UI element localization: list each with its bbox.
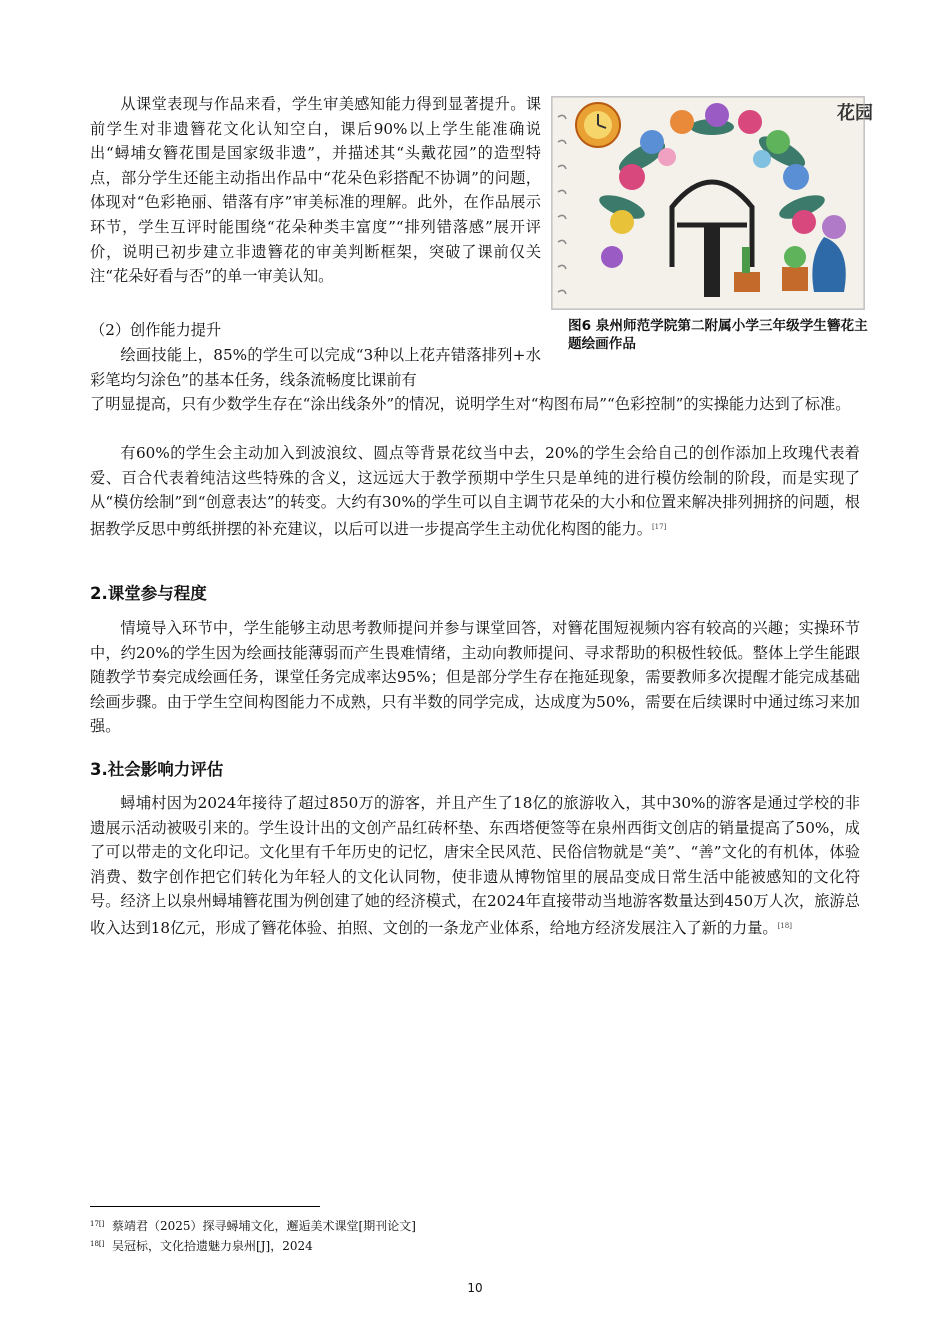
footnote-17 (90, 1216, 416, 1234)
paragraph-text: 蟳埔村因为2024年接待了超过850万的游客，并且产生了18亿的旅游收入，其中30%的游客是通过学校的非遗展示活动被吸引来的。学生设计出的文创产品红砖杯垫、东西塔便签等在泉州西街文创店的销量提高了50%，成了可以带走的文化印记。文化里有千年历史的记忆，唐宋全民风范、民俗信物就是“美”、“善”文化的有机体，体验消费、数字创作把它们转化为年轻人的文化认同物，使非遗从博物馆里的展品变成日常生活中能被感知的文化符号。经济上以泉州蟳埔簪花围为例创建了她的经济模式，在2024年直接带动当地游客数量达到450万人次，旅游总收入达到18亿元，形成了簪花体验、拍照、文创的一条龙产业体系，给地方经济发展注入了新的力量。 (90, 794, 860, 937)
paragraph-creative-expression (90, 441, 860, 541)
footnote-divider (90, 1206, 320, 1207)
flower-drawing-illustration (552, 97, 873, 309)
paragraph-drawing-skill-part2: 了明显提高，只有少数学生存在“涂出线条外”的情况，说明学生对“构图布局”“色彩控制”的实操能力达到了标准。 (90, 395, 851, 413)
paragraph-social-impact (90, 791, 860, 941)
footnote-17-mark: 17[] (90, 1220, 105, 1228)
citation-18: [18] (777, 921, 792, 930)
paragraph-classroom-participation: 情境导入环节中，学生能够主动思考教师提问并参与课堂回答，对簪花围短视频内容有较高的兴趣；实操环节中，约20%的学生因为绘画技能薄弱而产生畏难情绪，主动向教师提问、寻求帮助的积极性较低。整体上学生能跟随教学节奏完成绘画任务，课堂任务完成率达95%；但是部分学生存在拖延现象，需要教师多次提醒才能完成基础绘画步骤。由于学生空间构图能力不成熟，只有半数的同学完成，达成度为50%，需要在后续课时中通过练习来加强。 (90, 619, 860, 736)
paragraph-aesthetic-perception: 从课堂表现与作品来看，学生审美感知能力得到显著提升。课前学生对非遗簪花文化认知空白，课后90%以上学生能准确说出“蟳埔女簪花围是国家级非遗”，并描述其“头戴花园”的造型特点，部分学生还能主动指出作品中“花朵色彩搭配不协调”的问题，体现对“色彩艳丽、错落有序”审美标准的理解。此外，在作品展示环节，学生互评时能围绕“花朵种类丰富度”“排列错落感”展开评价，说明已初步建立非遗簪花的审美判断框架，突破了课前仅关注“花朵好看与否”的单一审美认知。 (90, 95, 541, 286)
drawing-title-text: 花园 (837, 103, 873, 124)
footnote-18-text: 吴冠标，文化拾遗魅力泉州[J]，2024 (112, 1239, 313, 1253)
footnote-17-text: 蔡靖君（2025）探寻蟳埔文化，邂逅美术课堂[期刊论文] (112, 1219, 416, 1233)
page-number: 10 (467, 1281, 483, 1295)
footnote-18 (90, 1236, 313, 1254)
paragraph-drawing-skill-part1: 绘画技能上，85%的学生可以完成“3种以上花卉错落排列+水彩笔均匀涂色”的基本任务，线条流畅度比课前有 (90, 346, 541, 389)
section-heading-classroom-participation: 2.课堂参与程度 (90, 584, 207, 603)
footnote-18-mark: 18[] (90, 1240, 105, 1248)
section-heading-social-impact: 3.社会影响力评估 (90, 760, 224, 779)
figure-caption: 图6 泉州师范学院第二附属小学三年级学生簪花主题绘画作品 (568, 318, 868, 352)
citation-17: [17] (651, 522, 667, 531)
student-drawing-figure (551, 96, 873, 310)
paragraph-text: 有60%的学生会主动加入到波浪纹、圆点等背景花纹当中去，20%的学生会给自己的创作添加上玫瑰代表着爱、百合代表着纯洁这些特殊的含义，这远远大于教学预期中学生只是单纯的进行模仿绘制的阶段，而是实现了从“模仿绘制”到“创意表达”的转变。大约有30%的学生可以自主调节花朵的大小和位置来解决排列拥挤的问题，根据教学反思中剪纸拼摆的补充建议，以后可以进一步提高学生主动优化构图的能力。 (90, 444, 860, 538)
subheading-creative-ability: （2）创作能力提升 (90, 321, 222, 339)
